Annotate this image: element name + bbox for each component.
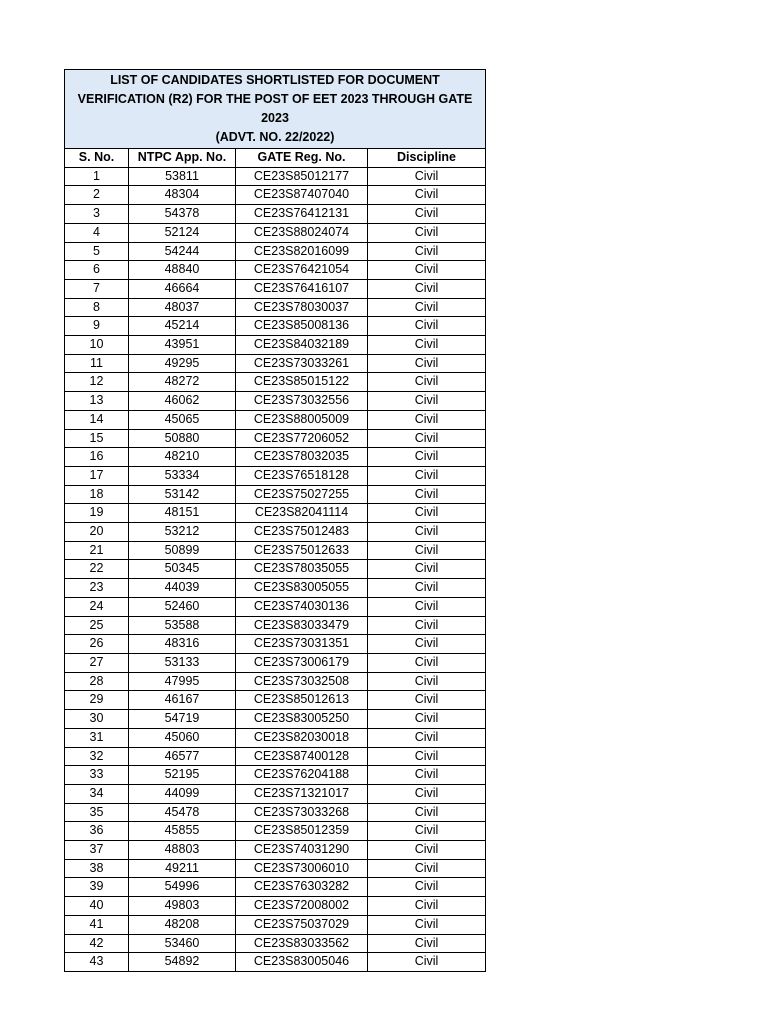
serial-cell: 43 [65,953,129,972]
serial-cell: 24 [65,597,129,616]
column-header-serial: S. No. [65,149,129,168]
table-row [65,766,486,785]
table-row [65,803,486,822]
serial-cell: 38 [65,859,129,878]
discipline-cell: Civil [368,841,486,860]
serial-cell: 5 [65,242,129,261]
discipline-cell: Civil [368,261,486,280]
table-row [65,485,486,504]
table-row [65,560,486,579]
discipline-cell: Civil [368,223,486,242]
table-row [65,728,486,747]
serial-cell: 37 [65,841,129,860]
serial-cell: 21 [65,541,129,560]
column-header-app-no: NTPC App. No. [129,149,236,168]
table-row [65,336,486,355]
gate-reg-cell: CE23S83033562 [236,934,368,953]
app-no-cell: 54378 [129,205,236,224]
serial-cell: 23 [65,579,129,598]
table-row [65,541,486,560]
app-no-cell: 54244 [129,242,236,261]
gate-reg-cell: CE23S87400128 [236,747,368,766]
serial-cell: 10 [65,336,129,355]
app-no-cell: 45214 [129,317,236,336]
serial-cell: 16 [65,448,129,467]
gate-reg-cell: CE23S85015122 [236,373,368,392]
serial-cell: 1 [65,167,129,186]
serial-cell: 3 [65,205,129,224]
discipline-cell: Civil [368,523,486,542]
serial-cell: 17 [65,466,129,485]
discipline-cell: Civil [368,298,486,317]
discipline-cell: Civil [368,691,486,710]
discipline-cell: Civil [368,784,486,803]
serial-cell: 27 [65,653,129,672]
column-header-discipline: Discipline [368,149,486,168]
discipline-cell: Civil [368,897,486,916]
discipline-cell: Civil [368,429,486,448]
table-row [65,672,486,691]
title-line-3: (ADVT. NO. 22/2022) [215,130,335,144]
gate-reg-cell: CE23S73006179 [236,653,368,672]
table-row [65,859,486,878]
discipline-cell: Civil [368,448,486,467]
discipline-cell: Civil [368,242,486,261]
table-row [65,448,486,467]
serial-cell: 22 [65,560,129,579]
gate-reg-cell: CE23S83005046 [236,953,368,972]
gate-reg-cell: CE23S84032189 [236,336,368,355]
app-no-cell: 48840 [129,261,236,280]
app-no-cell: 44099 [129,784,236,803]
gate-reg-cell: CE23S75012633 [236,541,368,560]
discipline-cell: Civil [368,859,486,878]
gate-reg-cell: CE23S75027255 [236,485,368,504]
candidate-rows [65,167,486,971]
table-row [65,953,486,972]
table-row [65,784,486,803]
table-row [65,597,486,616]
app-no-cell: 44039 [129,579,236,598]
gate-reg-cell: CE23S76416107 [236,279,368,298]
serial-cell: 7 [65,279,129,298]
serial-cell: 13 [65,392,129,411]
serial-cell: 41 [65,915,129,934]
table-row [65,317,486,336]
table-row [65,897,486,916]
gate-reg-cell: CE23S78032035 [236,448,368,467]
gate-reg-cell: CE23S85008136 [236,317,368,336]
gate-reg-cell: CE23S73032556 [236,392,368,411]
app-no-cell: 53133 [129,653,236,672]
app-no-cell: 46062 [129,392,236,411]
app-no-cell: 50899 [129,541,236,560]
app-no-cell: 52195 [129,766,236,785]
table-row [65,205,486,224]
serial-cell: 32 [65,747,129,766]
discipline-cell: Civil [368,541,486,560]
table-row [65,915,486,934]
app-no-cell: 49211 [129,859,236,878]
gate-reg-cell: CE23S85012613 [236,691,368,710]
gate-reg-cell: CE23S75012483 [236,523,368,542]
serial-cell: 8 [65,298,129,317]
serial-cell: 2 [65,186,129,205]
table-row [65,429,486,448]
serial-cell: 20 [65,523,129,542]
serial-cell: 28 [65,672,129,691]
table-row [65,261,486,280]
serial-cell: 34 [65,784,129,803]
discipline-cell: Civil [368,635,486,654]
discipline-cell: Civil [368,728,486,747]
serial-cell: 4 [65,223,129,242]
app-no-cell: 50345 [129,560,236,579]
gate-reg-cell: CE23S76518128 [236,466,368,485]
candidate-list-sheet [64,69,485,972]
app-no-cell: 48272 [129,373,236,392]
discipline-cell: Civil [368,822,486,841]
serial-cell: 18 [65,485,129,504]
app-no-cell: 45065 [129,410,236,429]
serial-cell: 11 [65,354,129,373]
app-no-cell: 43951 [129,336,236,355]
gate-reg-cell: CE23S82041114 [236,504,368,523]
serial-cell: 6 [65,261,129,280]
table-row [65,354,486,373]
serial-cell: 9 [65,317,129,336]
app-no-cell: 46577 [129,747,236,766]
title-row [65,70,486,149]
table-row [65,410,486,429]
gate-reg-cell: CE23S88005009 [236,410,368,429]
discipline-cell: Civil [368,279,486,298]
discipline-cell: Civil [368,317,486,336]
app-no-cell: 53588 [129,616,236,635]
table-row [65,710,486,729]
discipline-cell: Civil [368,336,486,355]
table-row [65,223,486,242]
table-row [65,373,486,392]
gate-reg-cell: CE23S76421054 [236,261,368,280]
gate-reg-cell: CE23S85012359 [236,822,368,841]
discipline-cell: Civil [368,672,486,691]
app-no-cell: 49803 [129,897,236,916]
table-row [65,616,486,635]
gate-reg-cell: CE23S76303282 [236,878,368,897]
discipline-cell: Civil [368,803,486,822]
serial-cell: 14 [65,410,129,429]
candidate-table [64,69,486,972]
gate-reg-cell: CE23S85012177 [236,167,368,186]
gate-reg-cell: CE23S73032508 [236,672,368,691]
gate-reg-cell: CE23S82016099 [236,242,368,261]
table-row [65,504,486,523]
discipline-cell: Civil [368,205,486,224]
gate-reg-cell: CE23S78035055 [236,560,368,579]
app-no-cell: 52460 [129,597,236,616]
gate-reg-cell: CE23S75037029 [236,915,368,934]
app-no-cell: 48316 [129,635,236,654]
table-row [65,841,486,860]
app-no-cell: 46167 [129,691,236,710]
table-row [65,186,486,205]
gate-reg-cell: CE23S83005250 [236,710,368,729]
discipline-cell: Civil [368,915,486,934]
discipline-cell: Civil [368,878,486,897]
gate-reg-cell: CE23S71321017 [236,784,368,803]
gate-reg-cell: CE23S73033261 [236,354,368,373]
serial-cell: 36 [65,822,129,841]
table-row [65,635,486,654]
discipline-cell: Civil [368,167,486,186]
serial-cell: 19 [65,504,129,523]
gate-reg-cell: CE23S76412131 [236,205,368,224]
gate-reg-cell: CE23S83005055 [236,579,368,598]
app-no-cell: 53811 [129,167,236,186]
discipline-cell: Civil [368,766,486,785]
discipline-cell: Civil [368,392,486,411]
table-row [65,392,486,411]
serial-cell: 25 [65,616,129,635]
gate-reg-cell: CE23S83033479 [236,616,368,635]
gate-reg-cell: CE23S73033268 [236,803,368,822]
document-title [65,70,486,149]
gate-reg-cell: CE23S88024074 [236,223,368,242]
app-no-cell: 54892 [129,953,236,972]
table-row [65,653,486,672]
title-line-1: LIST OF CANDIDATES SHORTLISTED FOR DOCUMENT [110,73,440,87]
table-row [65,242,486,261]
table-row [65,579,486,598]
app-no-cell: 45060 [129,728,236,747]
app-no-cell: 47995 [129,672,236,691]
app-no-cell: 46664 [129,279,236,298]
discipline-cell: Civil [368,934,486,953]
table-row [65,279,486,298]
discipline-cell: Civil [368,653,486,672]
gate-reg-cell: CE23S72008002 [236,897,368,916]
app-no-cell: 48037 [129,298,236,317]
discipline-cell: Civil [368,410,486,429]
discipline-cell: Civil [368,710,486,729]
discipline-cell: Civil [368,504,486,523]
app-no-cell: 53142 [129,485,236,504]
serial-cell: 31 [65,728,129,747]
gate-reg-cell: CE23S74030136 [236,597,368,616]
table-row [65,822,486,841]
column-header-gate-reg: GATE Reg. No. [236,149,368,168]
app-no-cell: 48304 [129,186,236,205]
app-no-cell: 53212 [129,523,236,542]
serial-cell: 39 [65,878,129,897]
table-row [65,167,486,186]
table-row [65,298,486,317]
title-line-2: VERIFICATION (R2) FOR THE POST OF EET 2023 THROUGH GATE 2023 [77,92,473,125]
table-row [65,934,486,953]
serial-cell: 33 [65,766,129,785]
app-no-cell: 52124 [129,223,236,242]
serial-cell: 35 [65,803,129,822]
app-no-cell: 48151 [129,504,236,523]
table-row [65,523,486,542]
gate-reg-cell: CE23S82030018 [236,728,368,747]
gate-reg-cell: CE23S76204188 [236,766,368,785]
discipline-cell: Civil [368,373,486,392]
app-no-cell: 54996 [129,878,236,897]
app-no-cell: 45478 [129,803,236,822]
column-header-row [65,149,486,168]
table-row [65,878,486,897]
table-row [65,691,486,710]
serial-cell: 29 [65,691,129,710]
app-no-cell: 45855 [129,822,236,841]
serial-cell: 40 [65,897,129,916]
serial-cell: 30 [65,710,129,729]
discipline-cell: Civil [368,747,486,766]
gate-reg-cell: CE23S87407040 [236,186,368,205]
discipline-cell: Civil [368,186,486,205]
app-no-cell: 53460 [129,934,236,953]
app-no-cell: 54719 [129,710,236,729]
app-no-cell: 50880 [129,429,236,448]
discipline-cell: Civil [368,485,486,504]
app-no-cell: 49295 [129,354,236,373]
discipline-cell: Civil [368,953,486,972]
discipline-cell: Civil [368,354,486,373]
app-no-cell: 48803 [129,841,236,860]
gate-reg-cell: CE23S73031351 [236,635,368,654]
discipline-cell: Civil [368,560,486,579]
gate-reg-cell: CE23S77206052 [236,429,368,448]
discipline-cell: Civil [368,616,486,635]
serial-cell: 12 [65,373,129,392]
app-no-cell: 48208 [129,915,236,934]
serial-cell: 26 [65,635,129,654]
app-no-cell: 48210 [129,448,236,467]
gate-reg-cell: CE23S78030037 [236,298,368,317]
serial-cell: 42 [65,934,129,953]
discipline-cell: Civil [368,597,486,616]
table-row [65,466,486,485]
discipline-cell: Civil [368,466,486,485]
app-no-cell: 53334 [129,466,236,485]
table-row [65,747,486,766]
serial-cell: 15 [65,429,129,448]
gate-reg-cell: CE23S73006010 [236,859,368,878]
discipline-cell: Civil [368,579,486,598]
gate-reg-cell: CE23S74031290 [236,841,368,860]
